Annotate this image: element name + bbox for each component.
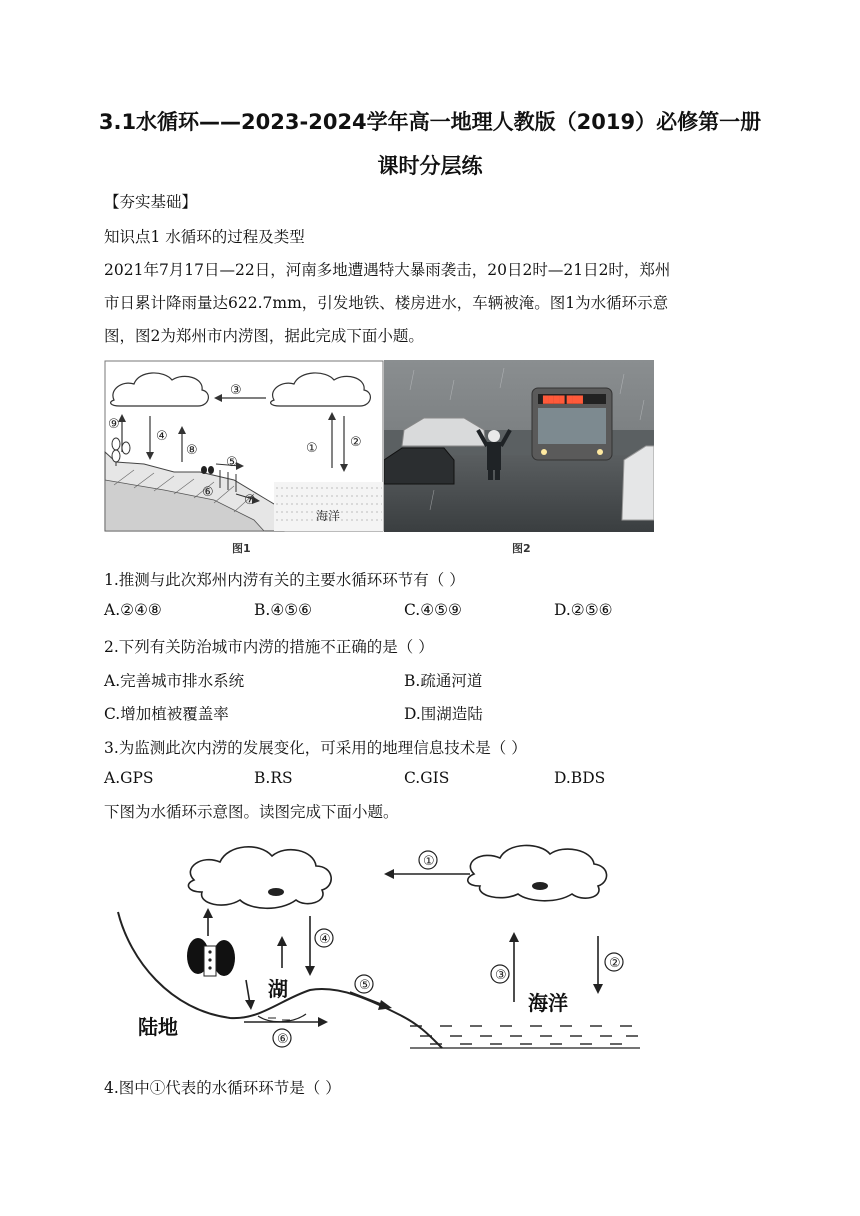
fig3-label-3: ③: [495, 968, 507, 983]
q1-option-d[interactable]: D.②⑤⑥: [554, 601, 613, 619]
q2-option-a[interactable]: A.完善城市排水系统: [104, 672, 245, 690]
fig1-sea-label: 海洋: [316, 509, 341, 523]
knowledge-point: 知识点1 水循环的过程及类型: [104, 228, 305, 246]
q3-option-d[interactable]: D.BDS: [554, 769, 606, 787]
q3-option-c[interactable]: C.GIS: [404, 769, 450, 787]
q2-option-d[interactable]: D.围湖造陆: [404, 705, 483, 723]
fig1-label-6: ⑥: [202, 485, 214, 500]
intro-line-3: 图，图2为郑州市内涝图，据此完成下面小题。: [104, 327, 424, 345]
section-heading: 【夯实基础】: [104, 193, 198, 211]
fig3-land-label: 陆地: [138, 1015, 178, 1039]
bus-sign: ████ ███: [543, 396, 583, 404]
figure2-caption: 图2: [512, 542, 531, 555]
q2-option-b[interactable]: B.疏通河道: [404, 672, 483, 690]
figure1-caption: 图1: [232, 542, 251, 555]
question-2-stem: 2.下列有关防治城市内涝的措施不正确的是（ ）: [104, 638, 434, 656]
intro-2: 下图为水循环示意图。读图完成下面小题。: [104, 803, 399, 821]
fig1-label-2: ②: [350, 435, 362, 450]
q1-option-c[interactable]: C.④⑤⑨: [404, 601, 462, 619]
fig3-label-1: ①: [423, 854, 435, 869]
page-title: 3.1水循环——2023-2024学年高一地理人教版（2019）必修第一册: [98, 110, 762, 134]
fig1-label-1: ①: [306, 441, 318, 456]
fig3-label-6: ⑥: [277, 1032, 289, 1047]
fig1-label-8: ⑧: [186, 443, 198, 458]
figure2-flood-photo: [384, 360, 654, 532]
question-4-stem: 4.图中①代表的水循环环节是（ ）: [104, 1079, 341, 1097]
fig1-label-4: ④: [156, 429, 168, 444]
question-1-stem: 1.推测与此次郑州内涝有关的主要水循环环节有（ ）: [104, 571, 465, 589]
figure3-water-cycle-diagram: [110, 840, 650, 1060]
fig3-sea-label: 海洋: [528, 991, 568, 1015]
fig3-label-5: ⑤: [359, 978, 371, 993]
fig1-label-9: ⑨: [108, 417, 120, 432]
fig3-label-2: ②: [609, 956, 621, 971]
fig1-label-7: ⑦: [244, 493, 256, 508]
fig3-label-4: ④: [319, 932, 331, 947]
question-3-stem: 3.为监测此次内涝的发展变化，可采用的地理信息技术是（ ）: [104, 739, 527, 757]
q1-option-a[interactable]: A.②④⑧: [104, 601, 162, 619]
q2-option-c[interactable]: C.增加植被覆盖率: [104, 705, 229, 723]
fig1-label-3: ③: [230, 383, 242, 398]
intro-line-1: 2021年7月17日—22日，河南多地遭遇特大暴雨袭击，20日2时—21日2时，郑州: [104, 261, 671, 279]
fig3-lake-label: 湖: [268, 977, 288, 1001]
q3-option-a[interactable]: A.GPS: [104, 769, 154, 787]
q3-option-b[interactable]: B.RS: [254, 769, 293, 787]
page-subtitle: 课时分层练: [377, 154, 483, 178]
fig1-label-5: ⑤: [226, 455, 238, 470]
q1-option-b[interactable]: B.④⑤⑥: [254, 601, 313, 619]
figure1-water-cycle-diagram: [104, 360, 384, 532]
intro-line-2: 市日累计降雨量达622.7mm，引发地铁、楼房进水，车辆被淹。图1为水循环示意: [104, 294, 669, 312]
